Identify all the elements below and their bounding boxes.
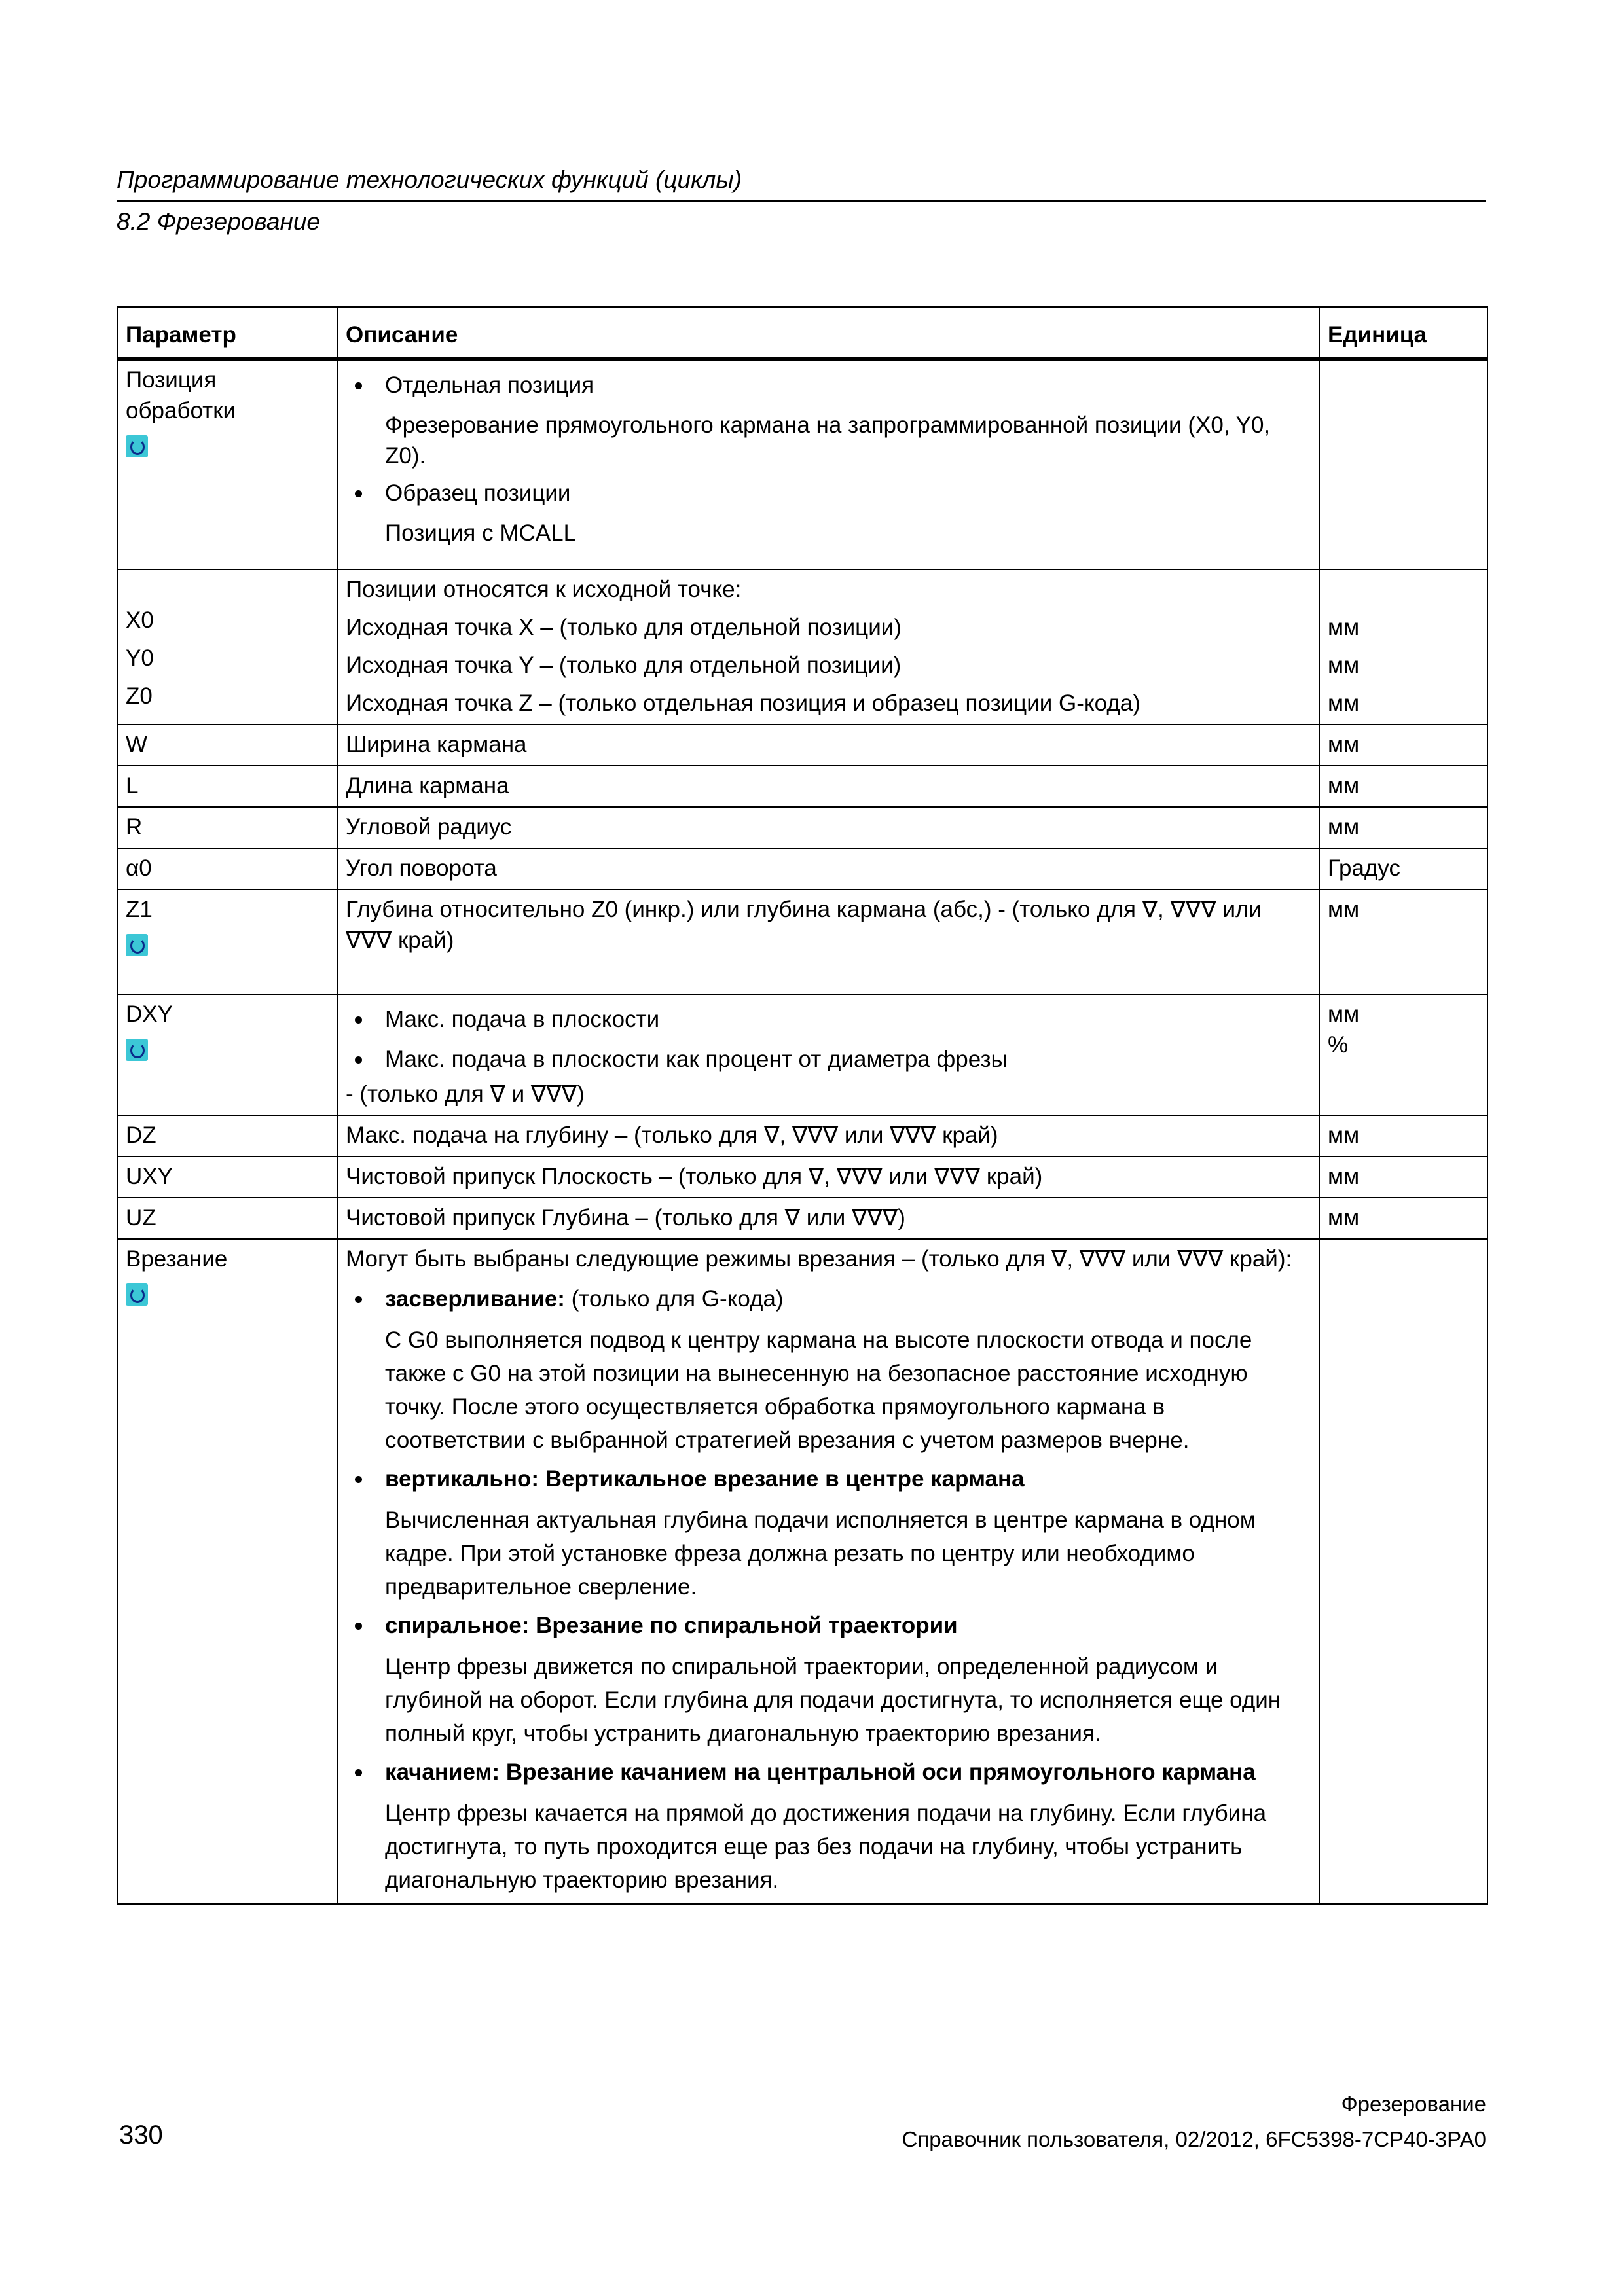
unit-cell: мм [1319,889,1487,994]
plunge-intro: Могут быть выбраны следующие режимы врезания – (только для ∇, ∇∇∇ или ∇∇∇ край): [346,1246,1292,1272]
item-description: Вычисленная актуальная глубина подачи исполняется в центре кармана в одном кадре. При этой установке фреза должна резать по центру или необходимо предварительное сверление. [385,1507,1256,1600]
table-row-r [117,807,1487,848]
param-label: X0 [126,607,154,633]
table-row-l [117,766,1487,807]
table-row-dxy [117,994,1487,1115]
param-cell [117,569,337,725]
item-note: - (только для ∇ и ∇∇∇) [346,1081,585,1107]
param-label: DXY [126,1001,173,1027]
table-row-z1 [117,889,1487,994]
unit-cell [1319,359,1487,569]
param-cell: UZ [117,1198,337,1239]
table-row-uz [117,1198,1487,1239]
item-description: Центр фрезы качается на прямой до достижения подачи на глубину. Если глубина достигнута, то путь проходится еще раз без подачи на глубину, чтобы устранить диагональную траекторию врезания. [385,1801,1267,1893]
param-cell: DZ [117,1115,337,1157]
mode-name: засверливание: [385,1286,565,1312]
unit-label: мм [1328,691,1360,716]
description-cell [337,1239,1319,1904]
unit-cell: мм [1319,766,1487,807]
list-item: Отдельная позиция [346,370,1311,401]
unit-cell: мм [1319,1157,1487,1198]
unit-cell: мм [1319,807,1487,848]
description-cell: Ширина кармана [337,725,1319,766]
table-row-reference-point [117,569,1487,725]
unit-cell [1319,569,1487,725]
list-item [346,1283,1311,1314]
reference-intro: Позиции относятся к исходной точке: [346,577,742,602]
unit-cell: мм [1319,1115,1487,1157]
param-cell [117,994,337,1115]
param-label: Y0 [126,645,154,671]
param-cell: L [117,766,337,807]
param-label: Z1 [126,897,153,922]
description-cell: Чистовой припуск Глубина – (только для ∇ или ∇∇∇) [337,1198,1319,1239]
table-row-machining-position [117,359,1487,569]
table-header-row [117,307,1487,359]
list-item: Макс. подача в плоскости как процент от диаметра фрезы [346,1044,1311,1075]
header-divider [117,200,1486,202]
unit-label: % [1328,1032,1349,1058]
toggle-icon[interactable] [126,1283,148,1306]
description-cell: Макс. подача на глубину – (только для ∇, ∇∇∇ или ∇∇∇ край) [337,1115,1319,1157]
description-cell [337,359,1319,569]
param-description: Исходная точка Z – (только отдельная позиция и образец позиции G-кода) [346,691,1140,716]
param-label: Врезание [126,1246,228,1272]
param-cell: W [117,725,337,766]
unit-label: мм [1328,653,1360,678]
param-cell: α0 [117,848,337,889]
section-title: 8.2 Фрезерование [117,208,320,235]
list-item: качанием: Врезание качанием на центральной оси прямоугольного кармана [346,1757,1311,1787]
description-cell: Угол поворота [337,848,1319,889]
param-cell [117,359,337,569]
table-row-uxy [117,1157,1487,1198]
param-description: Исходная точка X – (только для отдельной позиции) [346,615,902,640]
item-description: Позиция с MCALL [385,520,577,546]
column-header-parameter: Параметр [117,307,337,359]
param-cell: R [117,807,337,848]
description-cell: Угловой радиус [337,807,1319,848]
description-cell: Глубина относительно Z0 (инкр.) или глубина кармана (абс,) - (только для ∇, ∇∇∇ или ∇∇∇ край) [337,889,1319,994]
unit-label: мм [1328,615,1360,640]
page-number: 330 [119,2121,163,2149]
param-cell [117,889,337,994]
unit-cell: мм [1319,725,1487,766]
item-description: С G0 выполняется подвод к центру кармана на высоте плоскости отвода и после также с G0 на этой позиции на вынесенную на безопасное расстояние исходную точку. После этого осуществляется обработка прямоугольного кармана в соответствии с выбранной стратегией врезания с учетом размеров вчерне. [385,1327,1252,1453]
description-cell: Чистовой припуск Плоскость – (только для ∇, ∇∇∇ или ∇∇∇ край) [337,1157,1319,1198]
param-label: Z0 [126,683,153,709]
toggle-icon[interactable] [126,934,148,956]
column-header-description: Описание [337,307,1319,359]
list-item: спиральное: Врезание по спиральной траектории [346,1610,1311,1641]
description-cell [337,994,1319,1115]
footer-topic: Фрезерование [1341,2092,1486,2116]
item-description: Центр фрезы движется по спиральной траектории, определенной радиусом и глубиной на оборот. Если глубина для подачи достигнута, то исполняется еще один полный круг, чтобы устранить диагональную траекторию врезания. [385,1654,1281,1746]
unit-cell: мм [1319,1198,1487,1239]
mode-qualifier: (только для G-кода) [564,1286,784,1312]
table-row-w [117,725,1487,766]
footer-reference: Справочник пользователя, 02/2012, 6FC5398-7CP40-3PA0 [902,2127,1486,2151]
parameter-table [117,306,1488,1905]
unit-cell [1319,1239,1487,1904]
list-item: Макс. подача в плоскости [346,1004,1311,1035]
unit-label: мм [1328,1001,1360,1027]
param-label: Позиция обработки [126,367,236,423]
table-row-plunge [117,1239,1487,1904]
table-row-alpha0 [117,848,1487,889]
unit-cell: Градус [1319,848,1487,889]
list-item: вертикально: Вертикальное врезание в центре кармана [346,1463,1311,1494]
param-cell [117,1239,337,1904]
description-cell: Длина кармана [337,766,1319,807]
unit-cell [1319,994,1487,1115]
chapter-title: Программирование технологических функций (циклы) [117,166,742,193]
list-item: Образец позиции [346,478,1311,509]
column-header-unit: Единица [1319,307,1487,359]
param-cell: UXY [117,1157,337,1198]
table-row-dz [117,1115,1487,1157]
param-description: Исходная точка Y – (только для отдельной позиции) [346,653,902,678]
description-cell [337,569,1319,725]
toggle-icon[interactable] [126,1039,148,1061]
item-description: Фрезерование прямоугольного кармана на запрограммированной позиции (X0, Y0, Z0). [385,412,1271,469]
toggle-icon[interactable] [126,435,148,457]
